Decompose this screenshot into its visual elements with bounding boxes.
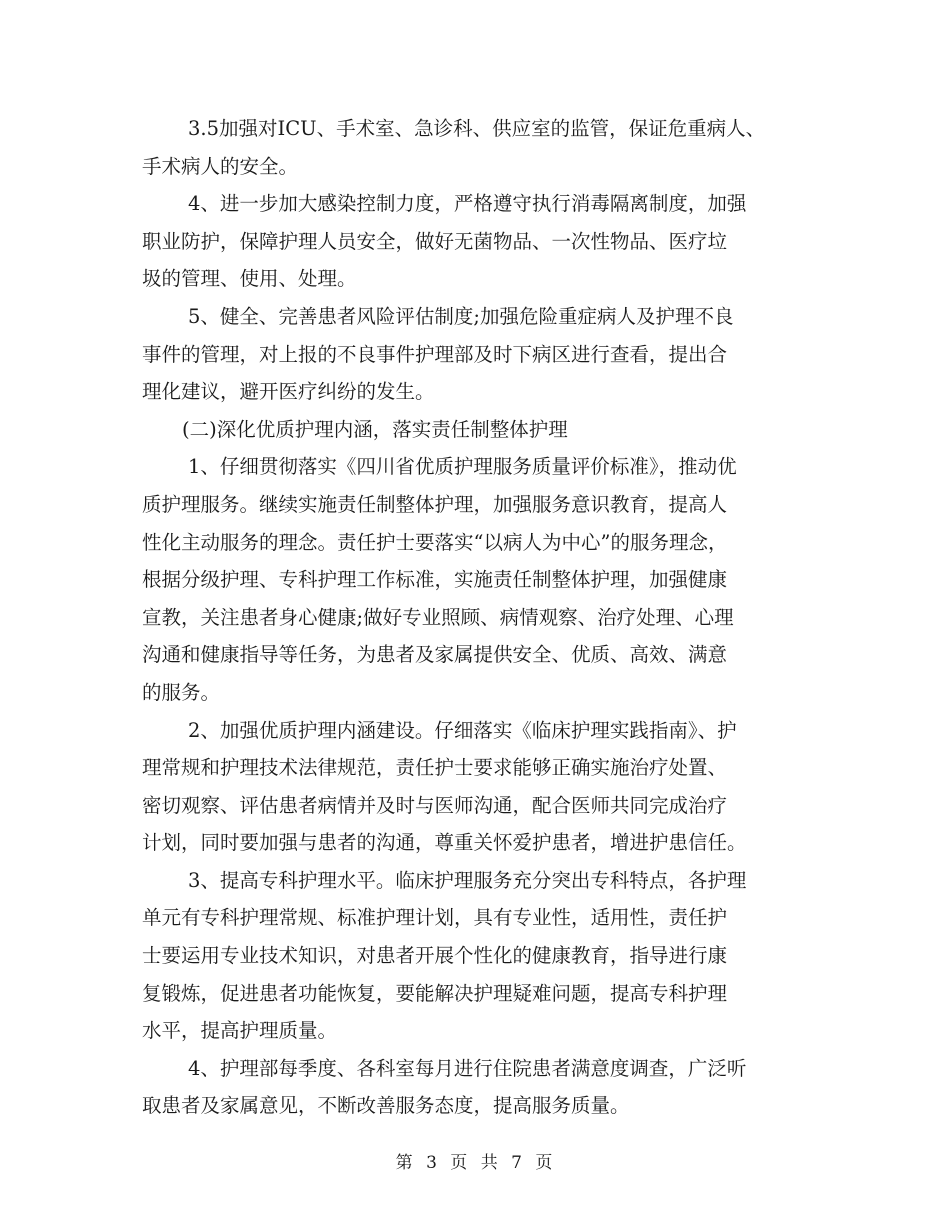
page-number-footer: 第 3 页 共 7 页 [395, 1153, 555, 1173]
text-line: 质护理服务。继续实施责任制整体护理，加强服务意识教育，提高人 [142, 492, 728, 516]
text-line: 理化建议，避开医疗纠纷的发生。 [142, 380, 435, 404]
text-line: 5、健全、完善患者风险评估制度;加强危险重症病人及护理不良 [188, 304, 734, 328]
text-line: 密切观察、评估患者病情并及时与医师沟通，配合医师共同完成治疗 [142, 793, 728, 817]
text-line: 复锻炼，促进患者功能恢复，要能解决护理疑难问题，提高专科护理 [142, 981, 728, 1005]
text-line: 手术病人的安全。 [142, 154, 299, 178]
text-line: 职业防护，保障护理人员安全，做好无菌物品、一次性物品、医疗垃 [142, 229, 728, 253]
text-line: 3、提高专科护理水平。临床护理服务充分突出专科特点，各护理 [188, 868, 747, 892]
text-line: 根据分级护理、专科护理工作标准，实施责任制整体护理，加强健康 [142, 568, 728, 592]
text-line: 沟通和健康指导等任务，为患者及家属提供安全、优质、高效、满意 [142, 643, 728, 667]
text-line: 圾的管理、使用、处理。 [142, 267, 357, 291]
text-line: 4、进一步加大感染控制力度，严格遵守执行消毒隔离制度，加强 [188, 192, 747, 216]
text-line: 的服务。 [142, 680, 221, 704]
document-body [142, 110, 812, 1125]
text-line: 宣教，关注患者身心健康;做好专业照顾、病情观察、治疗处理、心理 [142, 605, 734, 629]
text-line: 士要运用专业技术知识，对患者开展个性化的健康教育，指导进行康 [142, 944, 728, 968]
section-heading: (二)深化优质护理内涵，落实责任制整体护理 [182, 417, 568, 441]
text-line: 水平，提高护理质量。 [142, 1019, 338, 1043]
text-line: 单元有专科护理常规、标准护理计划，具有专业性，适用性，责任护 [142, 906, 728, 930]
text-line: 2、加强优质护理内涵建设。仔细落实《临床护理实践指南》、护 [188, 718, 737, 742]
text-line: 性化主动服务的理念。责任护士要落实“以病人为中心”的服务理念， [142, 530, 728, 554]
text-line: 4、护理部每季度、各科室每月进行住院患者满意度调查，广泛听 [188, 1056, 747, 1080]
text-line: 1、仔细贯彻落实《四川省优质护理服务质量评价标准》，推动优 [188, 455, 737, 479]
text-line: 事件的管理，对上报的不良事件护理部及时下病区进行查看，提出合 [142, 342, 728, 366]
text-line: 计划，同时要加强与患者的沟通，尊重关怀爱护患者，增进护患信任。 [142, 831, 747, 855]
text-line: 理常规和护理技术法律规范，责任护士要求能够正确实施治疗处置、 [142, 756, 728, 780]
text-line: 取患者及家属意见，不断改善服务态度，提高服务质量。 [142, 1094, 630, 1118]
text-line: 3.5加强对ICU、手术室、急诊科、供应室的监管，保证危重病人、 [188, 117, 766, 140]
